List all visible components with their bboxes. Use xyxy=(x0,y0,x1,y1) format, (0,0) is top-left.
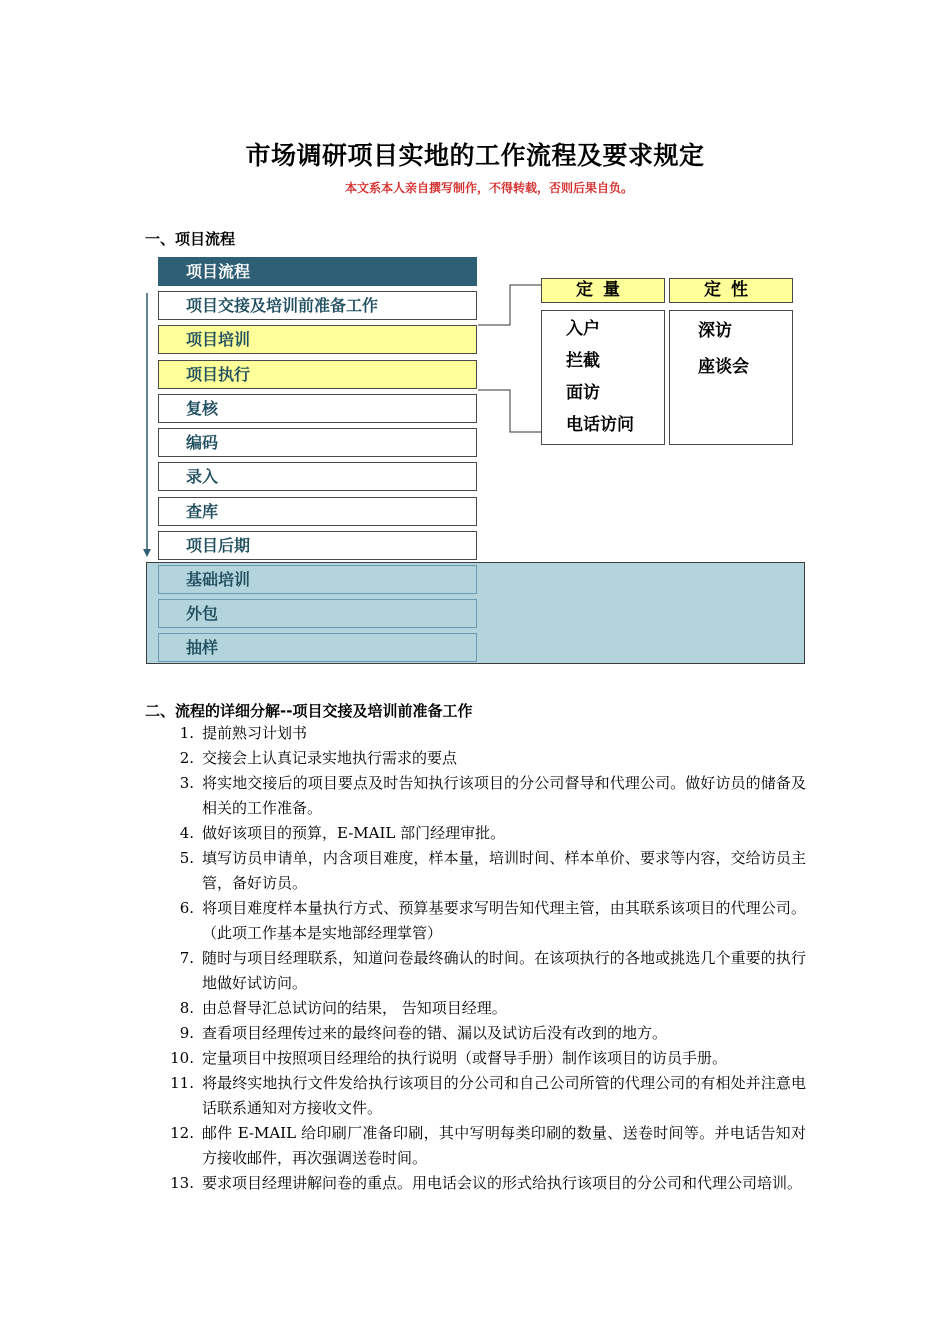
method-face-to-face: 面访 xyxy=(566,383,600,403)
flow-step-handover: 项目交接及培训前准备工作 xyxy=(158,291,477,320)
list-item: 11. 将最终实地执行文件发给执行该项目的分公司和自己公司所管的代理公司的有相处并注意电话联系通知对方接收文件。 xyxy=(170,1074,806,1117)
list-item: 5. 填写访员申请单，内含项目难度，样本量，培训时间、样本单价、要求等内容，交给访员主管，备好访员。 xyxy=(179,849,806,892)
page-title: 市场调研项目实地的工作流程及要求规定 xyxy=(245,141,705,170)
list-item: 12. 邮件 E-MAIL 给印刷厂准备印刷，其中写明每类印刷的数量、送卷时间等。并电话告知对方接收邮件，再次强调送卷时间。 xyxy=(170,1124,806,1167)
flow-step-database-check: 查库 xyxy=(158,497,477,526)
list-item: 7. 随时与项目经理联系，知道问卷最终确认的时间。在该项执行的各地或挑选几个重要的执行地做好试访问。 xyxy=(179,949,806,992)
support-basic-training: 基础培训 xyxy=(158,565,477,594)
method-focus-group: 座谈会 xyxy=(698,357,749,377)
support-sampling: 抽样 xyxy=(158,633,477,662)
list-item: 13. 要求项目经理讲解问卷的重点。用电话会议的形式给执行该项目的分公司和代理公司培训。 xyxy=(170,1174,803,1192)
method-door-to-door: 入户 xyxy=(566,319,600,339)
list-item: 2. 交接会上认真记录实地执行需求的要点 xyxy=(179,749,458,767)
flow-step-execution: 项目执行 xyxy=(158,360,477,389)
flow-step-entry: 录入 xyxy=(158,462,477,491)
list-item: 8. 由总督导汇总试访问的结果， 告知项目经理。 xyxy=(179,999,507,1017)
flow-header: 项目流程 xyxy=(158,257,477,286)
support-outsourcing: 外包 xyxy=(158,599,477,628)
method-phone: 电话访问 xyxy=(566,415,634,435)
list-item: 3. 将实地交接后的项目要点及时告知执行该项目的分公司督导和代理公司。做好访员的储备及相关的工作准备。 xyxy=(179,774,806,817)
flow-arrow-head xyxy=(143,549,151,557)
method-intercept: 拦截 xyxy=(566,351,600,371)
flow-step-training: 项目培训 xyxy=(158,325,477,354)
list-item: 9. 查看项目经理传过来的最终问卷的错、漏以及试访后没有改到的地方。 xyxy=(179,1024,668,1042)
list-item: 1. 提前熟习计划书 xyxy=(179,724,308,742)
list-item: 10. 定量项目中按照项目经理给的执行说明（或督导手册）制作该项目的访员手册。 xyxy=(170,1049,728,1067)
copyright-notice: 本文系本人亲自撰写制作，不得转载，否则后果自负。 xyxy=(344,181,633,195)
training-connector xyxy=(478,285,541,325)
method-in-depth: 深访 xyxy=(698,321,732,341)
flow-step-post-project: 项目后期 xyxy=(158,531,477,560)
flow-step-review: 复核 xyxy=(158,394,477,423)
qualitative-header: 定性 xyxy=(669,278,793,303)
execution-connector xyxy=(478,390,541,432)
section-1-heading: 一、项目流程 xyxy=(145,230,236,248)
preparation-steps-list xyxy=(158,721,806,1196)
flow-step-coding: 编码 xyxy=(158,428,477,457)
quantitative-header: 定量 xyxy=(541,278,665,303)
list-item: 4. 做好该项目的预算，E-MAIL 部门经理审批。 xyxy=(179,824,506,842)
section-2-heading: 二、流程的详细分解--项目交接及培训前准备工作 xyxy=(145,702,473,720)
list-item: 6. 将项目难度样本量执行方式、预算基要求写明告知代理主管，由其联系该项目的代理公司。（此项工作基本是实地部经理掌管） xyxy=(179,899,806,942)
